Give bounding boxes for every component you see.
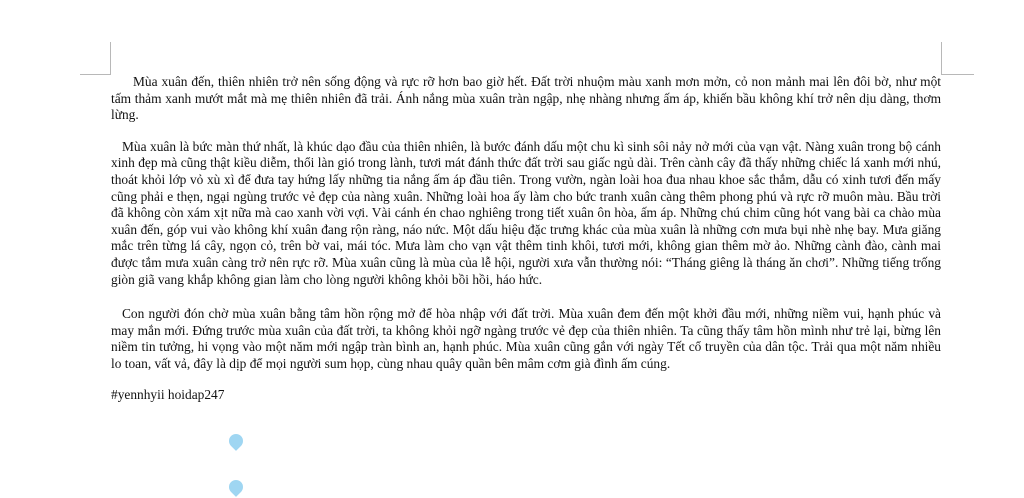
document-body[interactable] xyxy=(111,74,941,403)
paragraph-3: Con người đón chờ mùa xuân bằng tâm hồn rộng mở để hòa nhập với đất trời. Mùa xuân đem đến một khởi đầu mới, những niềm vui, hạnh phúc và may mắn mới. Đứng trước mùa xuân của đất trời, ta không khỏi ngỡ ngàng trước vẻ đẹp của thiên nhiên. Ta cũng thấy tâm hồn mình như trẻ lại, bừng lên niềm tin tưởng, hi vọng vào một năm mới ngập tràn bình an, hạnh phúc. Mùa xuân cũng gắn với ngày Tết cổ truyền của dân tộc. Trải qua một năm nhiều lo toan, vất vả, đây là dịp để mọi người sum họp, cùng nhau quây quần bên mâm cơm già đình ấm cúng. xyxy=(111,306,941,371)
selection-handle-start-icon[interactable] xyxy=(226,431,246,451)
top-left-margin-mark xyxy=(80,42,111,75)
selection-handle-end-icon[interactable] xyxy=(226,477,246,497)
paragraph-2: Mùa xuân là bức màn thứ nhất, là khúc dạo đầu của thiên nhiên, là bước đánh dấu một chu kì sinh sôi nảy nở mới của vạn vật. Nàng xuân trong bộ cánh xinh đẹp mà cũng thật kiều diễm, thổi làn gió trong lành, tươi mát đánh thức đất trời sau giấc ngủ dài. Trên cành cây đã thấy những chiếc lá xanh mới nhú, thoát khỏi lớp vỏ xù xì để đưa tay hứng lấy những tia nắng ấm áp đầu tiên. Trong vườn, ngàn loài hoa đua nhau khoe sắc thắm, dẫu có xinh tươi đến mấy cũng phải e thẹn, ngại ngùng trước vẻ đẹp của nàng xuân. Những loài hoa ấy làm cho bức tranh xuân càng thêm phong phú và rực rỡ muôn màu. Bầu trời đã không còn xám xịt nữa mà cao xanh vời vợi. Vài cánh én chao nghiêng trong tiết xuân ôn hòa, ấm áp. Những chú chim cũng hót vang bài ca chào mùa xuân đến, góp vui vào không khí xuân đang rộn ràng, náo nức. Một dấu hiệu đặc trưng khác của mùa xuân là những cơn mưa bụi nhè nhẹ bay. Mưa giăng mắc trên từng lá cây, ngọn cỏ, trên bờ vai, mái tóc. Mưa làm cho vạn vật thêm tinh khôi, tươi mới, không gian thêm mờ ảo. Những cành đào, cành mai được tắm mưa xuân càng trở nên rực rỡ. Mùa xuân cũng là mùa của lễ hội, người xưa vẫn thường nói: “Tháng giêng là tháng ăn chơi”. Những tiếng trống giòn giã vang khắp không gian làm cho lòng người không khỏi bồi hồi, háo hức. xyxy=(111,138,941,287)
paragraph-1: Mùa xuân đến, thiên nhiên trở nên sống động và rực rỡ hơn bao giờ hết. Đất trời nhuộm màu xanh mơn mởn, cỏ non mảnh mai lên đôi bờ, như một tấm thảm xanh mướt mắt mà mẹ thiên nhiên đã trải. Ánh nắng mùa xuân tràn ngập, nhẹ nhàng nhưng ấm áp, khiến bầu không khí trở nên dịu dàng, thơm lừng. xyxy=(111,74,941,123)
hashtag-line: #yennhyii hoidap247 xyxy=(111,386,225,402)
top-right-margin-mark xyxy=(941,42,974,75)
